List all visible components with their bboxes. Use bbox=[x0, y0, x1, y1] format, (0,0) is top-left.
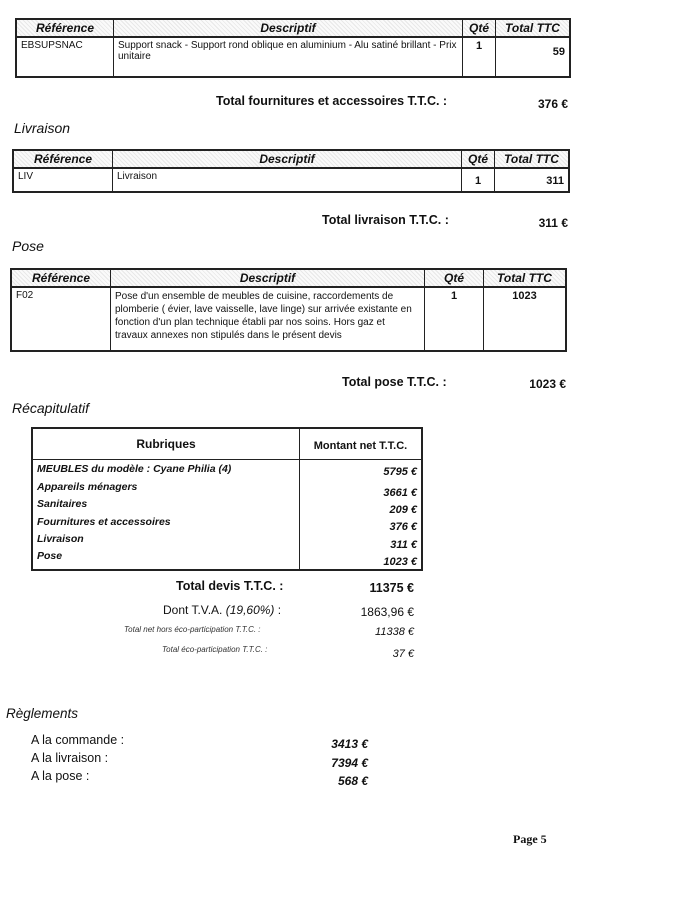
recap-value: 3661 € bbox=[383, 487, 417, 499]
tva-label bbox=[163, 603, 281, 617]
cell-desc: Livraison bbox=[113, 168, 462, 192]
reglement-label: A la livraison : bbox=[31, 751, 109, 765]
tva-value: 1863,96 € bbox=[360, 605, 414, 619]
recap-value: 376 € bbox=[389, 521, 417, 533]
hors-eco-value: 11338 € bbox=[375, 626, 414, 638]
cell-total: 311 bbox=[495, 168, 570, 192]
total-fournitures-label: Total fournitures et accessoires T.T.C. : bbox=[216, 94, 448, 108]
cell-total: 59 bbox=[496, 37, 571, 77]
total-fournitures-value: 376 € bbox=[537, 97, 568, 111]
cell-ref: LIV bbox=[13, 168, 113, 192]
total-livraison-label: Total livraison T.T.C. : bbox=[322, 213, 449, 227]
recap-row: Sanitaires bbox=[37, 498, 88, 510]
recap-row: Fournitures et accessoires bbox=[37, 516, 171, 528]
recap-row: Appareils ménagers bbox=[37, 481, 138, 493]
recap-col-montant: Montant net T.T.C. bbox=[300, 429, 421, 460]
cell-desc: Support snack - Support rond oblique en aluminium - Alu satiné brillant - Prix unitaire bbox=[114, 37, 463, 77]
col-qte: Qté bbox=[462, 150, 495, 168]
total-devis-value: 11375 € bbox=[369, 581, 414, 595]
section-livraison: Livraison bbox=[14, 120, 71, 136]
tva-rate: (19,60%) bbox=[225, 603, 275, 617]
page-number: Page 5 bbox=[513, 832, 547, 846]
cell-ref: F02 bbox=[11, 287, 111, 351]
cell-qty: 1 bbox=[463, 37, 496, 77]
fournitures-table bbox=[15, 18, 571, 78]
tva-text: Dont T.V.A. bbox=[163, 603, 223, 617]
col-reference: Référence bbox=[16, 19, 114, 37]
section-pose: Pose bbox=[12, 238, 44, 254]
recap-col-rubriques: Rubriques bbox=[33, 429, 299, 460]
col-descriptif: Descriptif bbox=[111, 269, 425, 287]
recap-row: Pose bbox=[37, 550, 63, 562]
cell-qty: 1 bbox=[462, 168, 495, 192]
section-recapitulatif: Récapitulatif bbox=[12, 400, 90, 416]
recap-value: 209 € bbox=[389, 504, 417, 516]
col-total: Total TTC bbox=[496, 19, 571, 37]
hors-eco-label: Total net hors éco-participation T.T.C. : bbox=[124, 625, 261, 634]
col-descriptif: Descriptif bbox=[113, 150, 462, 168]
col-total: Total TTC bbox=[484, 269, 567, 287]
cell-ref: EBSUPSNAC bbox=[16, 37, 114, 77]
section-reglements: Règlements bbox=[6, 706, 79, 721]
recap-row: Livraison bbox=[37, 533, 84, 545]
tva-colon: : bbox=[277, 603, 282, 617]
col-total: Total TTC bbox=[495, 150, 570, 168]
total-livraison-value: 311 € bbox=[538, 216, 568, 230]
reglement-label: A la commande : bbox=[31, 733, 125, 747]
reglement-value: 7394 € bbox=[331, 756, 368, 770]
eco-label: Total éco-participation T.T.C. : bbox=[162, 645, 268, 654]
pose-table bbox=[10, 268, 567, 352]
col-descriptif: Descriptif bbox=[114, 19, 463, 37]
reglement-value: 568 € bbox=[337, 774, 368, 788]
recap-value: 311 € bbox=[390, 539, 417, 551]
recap-row bbox=[37, 463, 231, 475]
recap-table bbox=[31, 427, 423, 571]
eco-value: 37 € bbox=[392, 648, 414, 660]
livraison-table bbox=[12, 149, 570, 193]
cell-desc: Pose d'un ensemble de meubles de cuisine, raccordements de plomberie ( évier, lave vaisselle, lave linge) sur arrivée existante en fonction d'un plan technique établi par nos soins. Hors gaz et travaux annexes non stipulés dans le présent devis bbox=[111, 287, 425, 351]
recap-label: MEUBLES du modèle bbox=[37, 463, 144, 475]
total-pose-value: 1023 € bbox=[529, 377, 566, 391]
col-qte: Qté bbox=[425, 269, 484, 287]
cell-total: 1023 bbox=[484, 287, 567, 351]
reglement-label: A la pose : bbox=[31, 769, 90, 783]
recap-value: 1023 € bbox=[383, 556, 417, 568]
recap-label-detail: : Cyane Philia (4) bbox=[143, 463, 232, 475]
col-reference: Référence bbox=[11, 269, 111, 287]
recap-value: 5795 € bbox=[383, 466, 417, 478]
cell-qty: 1 bbox=[425, 287, 484, 351]
col-qte: Qté bbox=[463, 19, 496, 37]
col-reference: Référence bbox=[13, 150, 113, 168]
total-devis-label: Total devis T.T.C. : bbox=[176, 579, 284, 593]
total-pose-label: Total pose T.T.C. : bbox=[342, 375, 447, 389]
reglement-value: 3413 € bbox=[331, 737, 368, 751]
